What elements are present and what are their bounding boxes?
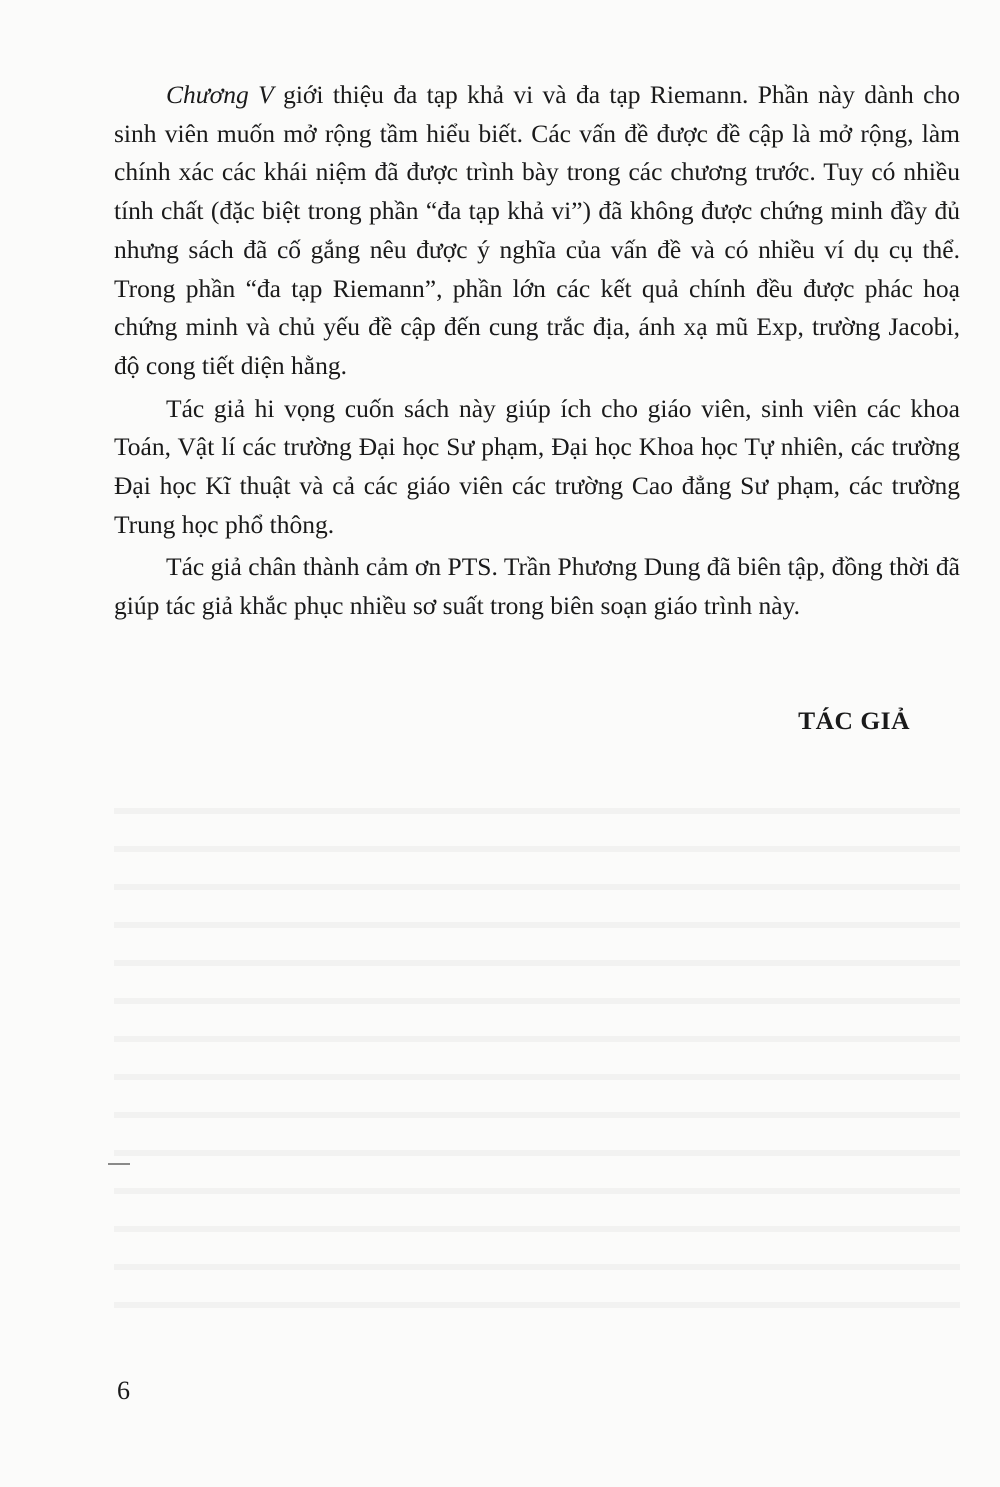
margin-mark xyxy=(108,1163,130,1165)
paragraph-chapter-v xyxy=(114,76,960,386)
page-number: 6 xyxy=(117,1376,130,1405)
paragraph-text: Tác giả chân thành cảm ơn PTS. Trần Phương Dung đã biên tập, đồng thời đã giúp tác giả khắc phục nhiều sơ suất trong biên soạn giáo trình này. xyxy=(114,552,960,621)
paragraph-text: Tác giả hi vọng cuốn sách này giúp ích cho giáo viên, sinh viên các khoa Toán, Vật lí các trường Đại học Sư phạm, Đại học Khoa học Tự nhiên, các trường Đại học Kĩ thuật và cả các giáo viên các trường Cao đẳng Sư phạm, các trường Trung học phổ thông. xyxy=(114,393,960,539)
paragraph-acknowledgement xyxy=(114,548,960,625)
paragraph-text: giới thiệu đa tạp khả vi và đa tạp Riemann. Phần này dành cho sinh viên muốn mở rộng tầm hiểu biết. Các vấn đề được đề cập là mở rộng, làm chính xác các khái niệm đã được trình bày trong các chương trước. Tuy có nhiều tính chất (đặc biệt trong phần “đa tạp khả vi”) đã không được chứng minh đầy đủ nhưng sách đã cố gắng nêu được ý nghĩa của vấn đề và có nhiều ví dụ cụ thể. Trong phần “đa tạp Riemann”, phần lớn các kết quả chính đều được phác hoạ chứng minh và chủ yếu đề cập đến cung trắc địa, ánh xạ mũ Exp, trường Jacobi, độ cong tiết diện hằng. xyxy=(114,80,960,380)
paragraph-audience xyxy=(114,390,960,545)
chapter-reference: Chương V xyxy=(166,80,274,109)
author-signature: TÁC GIẢ xyxy=(798,706,910,735)
preface-body xyxy=(114,76,960,626)
reverse-side-bleed-through xyxy=(114,780,960,1340)
